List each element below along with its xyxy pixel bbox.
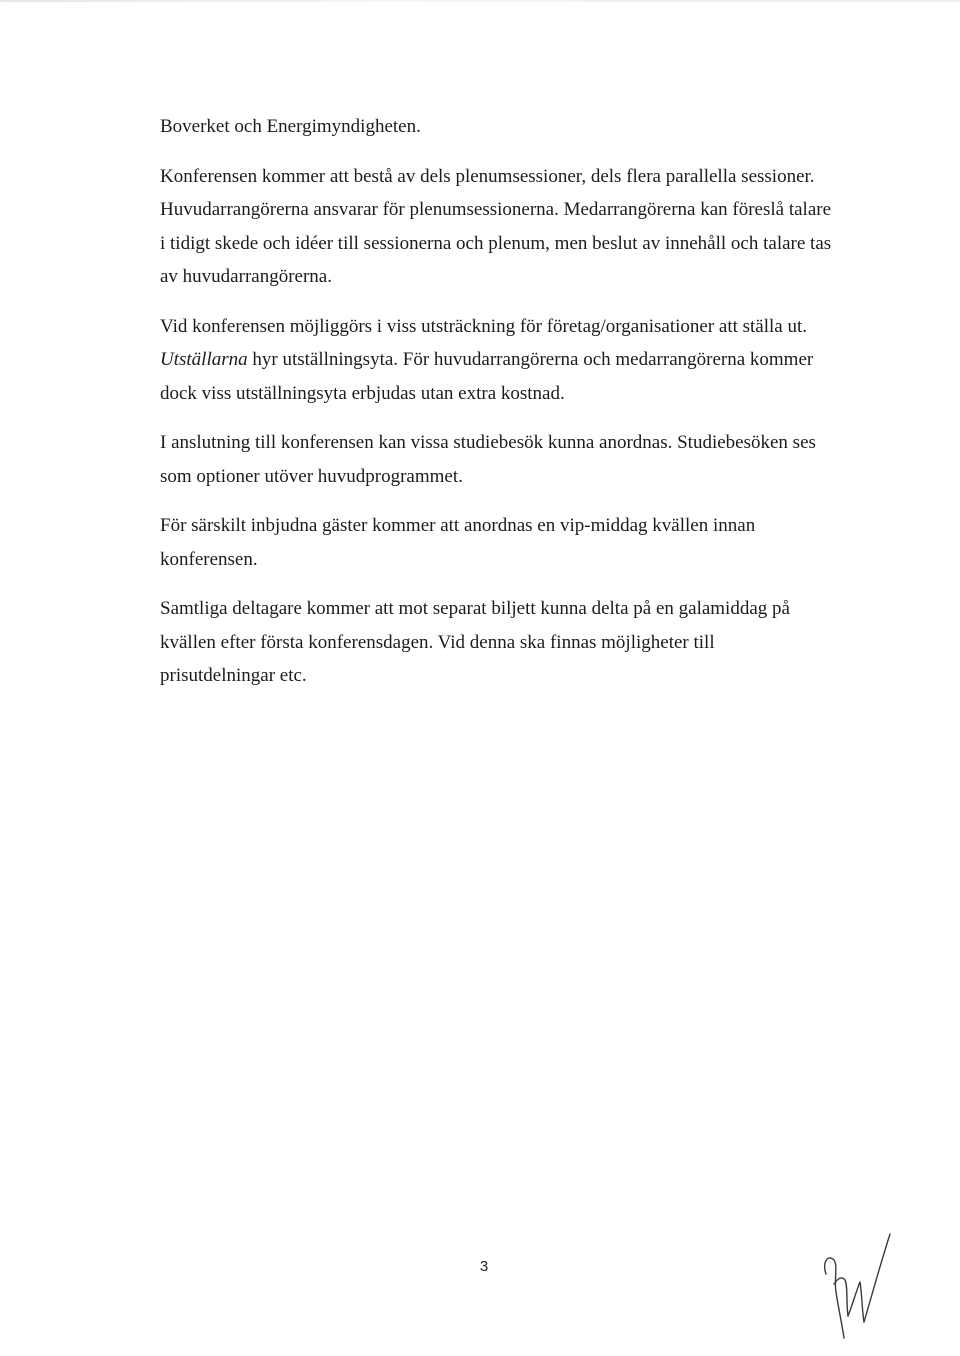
text-line: Boverket och Energimyndigheten. <box>160 116 421 137</box>
text-line: Huvudarrangörerna ansvarar för plenumsessionerna. Medarrangörerna kan föreslå talare <box>160 199 832 220</box>
body-text <box>160 110 860 709</box>
page-number: 3 <box>479 1258 489 1275</box>
paragraph-5 <box>160 509 860 576</box>
handwritten-signature-icon <box>812 1232 892 1342</box>
text-line: som optioner utöver huvudprogrammet. <box>160 465 463 487</box>
text-line: av huvudarrangörerna. <box>160 266 332 287</box>
text-line: Konferensen kommer att bestå av dels plenumsessioner, dels flera parallella sessioner. <box>160 165 815 187</box>
paragraph-4 <box>160 426 860 493</box>
text-line: Vid konferensen möjliggörs i viss utsträckning för företag/organisationer att ställa ut. <box>160 315 808 337</box>
text-line: Samtliga deltagare kommer att mot separat biljett kunna delta på en galamiddag på <box>160 598 790 619</box>
text-line: kvällen efter första konferensdagen. Vid denna ska finnas möjligheter till <box>160 631 715 653</box>
text-line-mixed <box>160 343 860 377</box>
paragraph-6 <box>160 592 860 693</box>
text-line: konferensen. <box>160 548 258 570</box>
text-line: dock viss utställningsyta erbjudas utan extra kostnad. <box>160 382 565 404</box>
text-line: För särskilt inbjudna gäster kommer att anordnas en vip-middag kvällen innan <box>160 515 756 536</box>
scan-edge-divider <box>0 0 960 2</box>
text-run: hyr utställningsyta. För huvudarrangörerna och medarrangörerna kommer <box>247 349 814 370</box>
text-line: i tidigt skede och idéer till sessionerna och plenum, men beslut av innehåll och talare tas <box>160 232 832 254</box>
paragraph-2 <box>160 160 860 294</box>
italic-term: Utställarna <box>160 349 248 370</box>
paragraph-3 <box>160 310 860 411</box>
text-line: I anslutning till konferensen kan vissa studiebesök kunna anordnas. Studiebesöken ses <box>160 432 816 453</box>
paragraph-1 <box>160 110 860 144</box>
text-line: prisutdelningar etc. <box>160 665 307 686</box>
